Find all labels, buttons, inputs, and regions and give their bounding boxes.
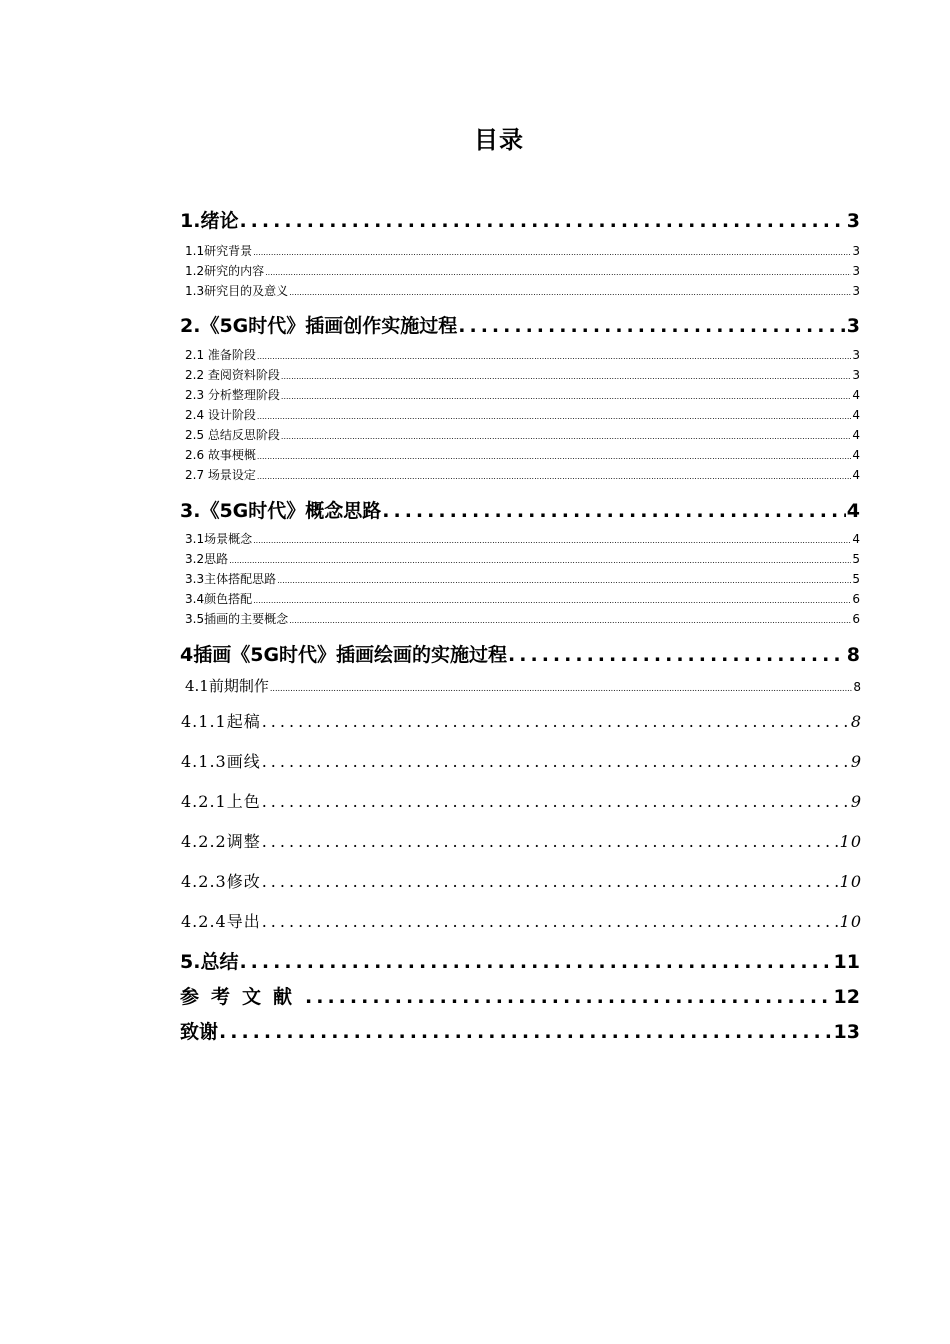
toc-page-number: 6	[852, 592, 860, 606]
toc-entry-label: 1.绪论	[180, 210, 239, 230]
toc-page-number: 8	[850, 712, 862, 731]
dot-leader	[262, 832, 839, 851]
toc-entry-label: 2.5 总结反思阶段	[185, 428, 280, 442]
toc-entry-label: 2.3 分析整理阶段	[185, 388, 280, 402]
toc-page-number: 10	[839, 912, 862, 931]
toc-page-number: 4	[852, 448, 860, 462]
toc-entry-3-2[interactable]	[185, 550, 860, 566]
toc-entry-2-1[interactable]	[185, 346, 860, 362]
page-title: 目录	[474, 126, 524, 154]
toc-entry-references[interactable]	[180, 982, 860, 1006]
toc-entry-label: 3.5插画的主要概念	[185, 612, 289, 626]
toc-page-number: 9	[850, 792, 862, 811]
dot-leader	[458, 315, 846, 335]
dot-leader	[219, 1021, 833, 1041]
dot-leader	[305, 986, 833, 1006]
dot-leader	[262, 912, 839, 931]
toc-page-number: 3	[852, 264, 860, 278]
toc-page-number: 6	[852, 612, 860, 626]
toc-page-number: 10	[839, 832, 862, 851]
toc-entry-4-1[interactable]	[185, 675, 861, 697]
toc-entry-4-2-1[interactable]	[181, 789, 862, 811]
dot-leader	[508, 644, 846, 664]
dot-leader	[289, 288, 851, 297]
toc-page-number: 3	[846, 210, 860, 230]
toc-entry-label: 5.总结	[180, 951, 239, 971]
dot-leader	[277, 576, 851, 585]
toc-entry-1-1[interactable]	[185, 242, 860, 258]
toc-page-number: 4	[852, 468, 860, 482]
toc-entry-label: 参考文献	[180, 986, 305, 1006]
toc-entry-3-3[interactable]	[185, 570, 860, 586]
toc-entry-label: 2.《5G时代》插画创作实施过程	[180, 315, 458, 335]
dot-leader	[229, 556, 851, 565]
toc-page-number: 10	[839, 872, 862, 891]
dot-leader	[289, 616, 851, 625]
toc-entry-label: 3.2思路	[185, 552, 229, 566]
toc-entry-label: 4.2.1上色	[181, 792, 261, 811]
toc-entry-label: 2.4 设计阶段	[185, 408, 256, 422]
dot-leader	[253, 596, 851, 605]
toc-entry-label: 1.1研究背景	[185, 244, 253, 258]
dot-leader	[281, 392, 851, 401]
dot-leader	[265, 268, 851, 277]
toc-entry-label: 2.1 准备阶段	[185, 348, 256, 362]
toc-entry-2-5[interactable]	[185, 426, 860, 442]
toc-page-number: 4	[852, 532, 860, 546]
toc-page-number: 3	[846, 315, 860, 335]
dot-leader	[239, 210, 845, 230]
toc-entry-label: 3.《5G时代》概念思路	[180, 500, 382, 520]
dot-leader	[262, 872, 839, 891]
toc-entry-acknowledgements[interactable]	[180, 1017, 860, 1041]
dot-leader	[382, 500, 846, 520]
toc-entry-label: 3.1场景概念	[185, 532, 253, 546]
toc-entry-1-2[interactable]	[185, 262, 860, 278]
toc-page-number: 5	[852, 552, 860, 566]
toc-entry-label: 4.1前期制作	[185, 677, 269, 695]
toc-entry-1-3[interactable]	[185, 282, 860, 298]
dot-leader	[253, 536, 851, 545]
toc-entry-label: 4.2.4导出	[181, 912, 261, 931]
toc-page-number: 4	[852, 388, 860, 402]
toc-page-number: 11	[833, 951, 860, 971]
dot-leader	[239, 951, 832, 971]
toc-page-number: 4	[852, 408, 860, 422]
dot-leader	[257, 352, 851, 361]
toc-entry-label: 4.2.3修改	[181, 872, 261, 891]
toc-page-number: 4	[852, 428, 860, 442]
toc-entry-4-2-2[interactable]	[181, 829, 862, 851]
toc-page-number: 12	[833, 986, 860, 1006]
toc-entry-3-4[interactable]	[185, 590, 860, 606]
toc-entry-3-5[interactable]	[185, 610, 860, 626]
toc-entry-2-4[interactable]	[185, 406, 860, 422]
toc-entry-4[interactable]	[180, 640, 860, 664]
toc-entry-label: 2.7 场景设定	[185, 468, 256, 482]
toc-entry-label: 3.3主体搭配思路	[185, 572, 277, 586]
toc-page-number: 3	[852, 368, 860, 382]
toc-entry-4-2-3[interactable]	[181, 869, 862, 891]
dot-leader	[262, 752, 850, 771]
toc-entry-2-6[interactable]	[185, 446, 860, 462]
toc-entry-3[interactable]	[180, 496, 860, 520]
toc-page-number: 3	[852, 284, 860, 298]
toc-entry-label: 4.1.3画线	[181, 752, 261, 771]
toc-entry-label: 4插画《5G时代》插画绘画的实施过程	[180, 644, 508, 664]
toc-entry-label: 2.2 查阅资料阶段	[185, 368, 280, 382]
toc-page-number: 3	[852, 348, 860, 362]
dot-leader	[262, 792, 850, 811]
toc-entry-4-1-1[interactable]	[181, 709, 862, 731]
toc-entry-2-2[interactable]	[185, 366, 860, 382]
toc-entry-label: 2.6 故事梗概	[185, 448, 256, 462]
toc-entry-2[interactable]	[180, 311, 860, 335]
toc-entry-3-1[interactable]	[185, 530, 860, 546]
toc-entry-label: 4.1.1起稿	[181, 712, 261, 731]
dot-leader	[270, 684, 853, 693]
toc-entry-1[interactable]	[180, 206, 860, 230]
toc-page-number: 3	[852, 244, 860, 258]
toc-page-number: 4	[846, 500, 860, 520]
toc-page-number: 9	[850, 752, 862, 771]
dot-leader	[257, 452, 851, 461]
dot-leader	[281, 432, 851, 441]
toc-entry-label: 3.4颜色搭配	[185, 592, 253, 606]
toc-entry-5[interactable]	[180, 947, 860, 971]
dot-leader	[257, 472, 851, 481]
toc-page-number: 8	[853, 680, 861, 694]
dot-leader	[262, 712, 850, 731]
toc-entry-4-2-4[interactable]	[181, 909, 862, 931]
toc-entry-label: 致谢	[180, 1021, 219, 1041]
toc-page-number: 5	[852, 572, 860, 586]
toc-entry-label: 1.2研究的内容	[185, 264, 265, 278]
toc-entry-2-7[interactable]	[185, 466, 860, 482]
dot-leader	[253, 248, 851, 257]
dot-leader	[281, 372, 851, 381]
toc-entry-4-1-3[interactable]	[181, 749, 862, 771]
toc-entry-2-3[interactable]	[185, 386, 860, 402]
toc-page-number: 13	[833, 1021, 860, 1041]
toc-entry-label: 4.2.2调整	[181, 832, 261, 851]
dot-leader	[257, 412, 851, 421]
toc-page-number: 8	[846, 644, 860, 664]
toc-entry-label: 1.3研究目的及意义	[185, 284, 289, 298]
